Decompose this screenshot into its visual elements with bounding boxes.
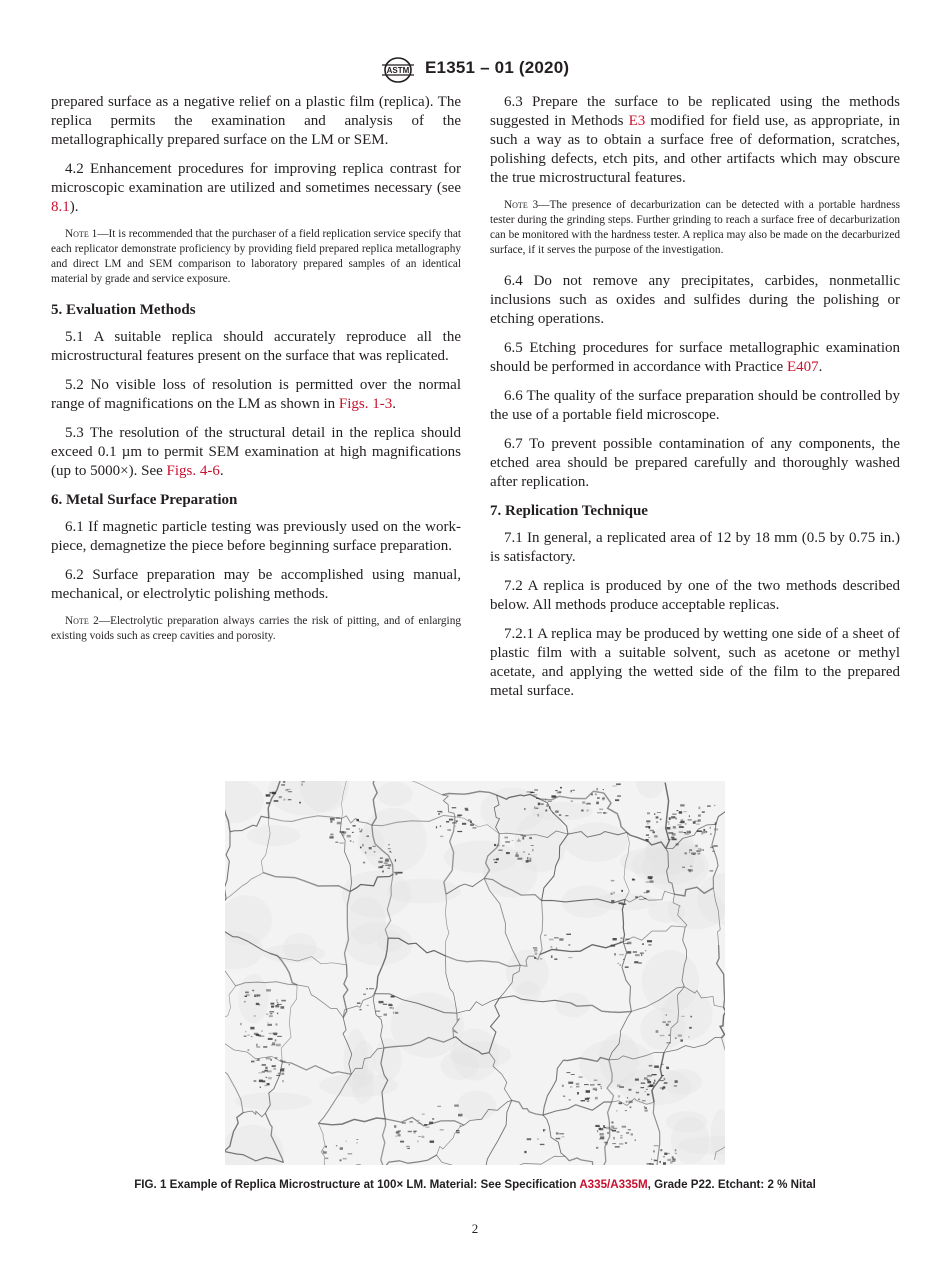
paragraph-text: 6.5 Etching procedures for surface metallographic examination should be performed in accordance with Practice — [490, 340, 900, 375]
section-heading-5: 5. Evaluation Methods — [51, 302, 196, 318]
note-text: 1—It is recommended that the purchaser of a field replication service specify that each replicator demonstrate proficiency by providing field prepared replica metallography and direct LM and SEM comparison to laboratory prepared samples of an identical material by grade and service exposure. — [51, 228, 461, 285]
page-number: 2 — [471, 1221, 479, 1236]
link-e3[interactable]: E3 — [628, 113, 646, 129]
note-3 — [490, 198, 900, 258]
caption-text: FIG. 1 Example of Replica Microstructure at 100× LM. Material: See Specification — [134, 1178, 580, 1191]
note-text: 3—The presence of decarburization can be detected with a portable hardness tester during the grinding steps. Further grinding to reach a surface free of decarburization can be monitored with the hardness tester. A replica may also be made on the decarburized surface, if it serves the purpose of the investigation. — [490, 199, 900, 256]
caption-text: , Grade P22. Etchant: 2 % Nital — [647, 1178, 816, 1191]
paragraph-6-4: 6.4 Do not remove any precipitates, carbides, nonmetallic inclusions such as oxides and sulfides during the polishing or etching operations. — [490, 273, 900, 327]
paragraph-6-7: 6.7 To prevent possible contamination of any components, the etched area should be prepared carefully and thoroughly washed after replication. — [490, 436, 900, 490]
paragraph-text: 6.3 Prepare the surface to be replicated using the methods suggested in Methods — [490, 94, 900, 129]
section-heading-7: 7. Replication Technique — [490, 503, 648, 519]
paragraph-text: modified for field use, as appropriate, in such a way as to obtain a surface free of deformation, scratches, polishing defects, etch pits, and other artifacts which may obscure the true microstructural features. — [490, 113, 901, 186]
paragraph-text: . — [219, 463, 224, 479]
paragraph-7-2-1: 7.2.1 A replica may be produced by wetting one side of a sheet of plastic film with a suitable solvent, such as acetone or methyl acetate, and applying the wetted side of the film to the prepared metal surface. — [490, 626, 900, 699]
left-column — [51, 93, 461, 658]
link-figs-1-3[interactable]: Figs. 1-3 — [338, 396, 393, 412]
paragraph-5-1: 5.1 A suitable replica should accurately reproduce all the microstructural features present on the surface that was replicated. — [51, 329, 461, 364]
astm-logo-icon — [380, 56, 416, 84]
right-column — [490, 93, 900, 711]
link-a335[interactable]: A335/A335M — [579, 1178, 648, 1191]
paragraph-text: 4.2 Enhancement procedures for improving replica contrast for microscopic examination are utilized and sometimes necessary (see — [51, 161, 461, 196]
section-heading-6: 6. Metal Surface Preparation — [51, 492, 238, 508]
note-text: 2—Electrolytic preparation always carries the risk of pitting, and of enlarging existing voids such as creep cavities and porosity. — [51, 615, 461, 642]
paragraph-6-3 — [490, 93, 900, 188]
paragraph-continued: prepared surface as a negative relief on a plastic film (replica). The replica permits the examination and analysis of the metallographically prepared surface on the LM or SEM. — [51, 94, 461, 148]
note-2 — [51, 614, 461, 644]
paragraph-6-5 — [490, 339, 900, 377]
note-label: Note — [65, 228, 89, 240]
paragraph-text: . — [818, 359, 823, 375]
document-id: E1351 – 01 (2020) — [425, 58, 570, 77]
page-header — [0, 56, 950, 86]
paragraph-6-2: 6.2 Surface preparation may be accomplished using manual, mechanical, or electrolytic polishing methods. — [51, 567, 461, 602]
svg-text:ASTM: ASTM — [386, 66, 410, 75]
micrograph-image — [225, 781, 725, 1165]
paragraph-4-2 — [51, 160, 461, 217]
paragraph-7-2: 7.2 A replica is produced by one of the two methods described below. All methods produce acceptable replicas. — [490, 578, 900, 613]
paragraph-text: 5.2 No visible loss of resolution is permitted over the normal range of magnifications on the LM as shown in — [51, 377, 461, 412]
figure-caption — [0, 1178, 950, 1191]
paragraph-text: ). — [69, 199, 79, 215]
link-e407[interactable]: E407 — [786, 359, 819, 375]
micrograph-figure — [225, 781, 725, 1165]
link-8-1[interactable]: 8.1 — [51, 199, 70, 215]
paragraph-5-2 — [51, 376, 461, 414]
note-1 — [51, 227, 461, 287]
paragraph-5-3 — [51, 424, 461, 481]
paragraph-text: . — [392, 396, 396, 412]
note-label: Note — [504, 199, 528, 211]
paragraph-6-1: 6.1 If magnetic particle testing was previously used on the work-piece, demagnetize the piece before beginning surface preparation. — [51, 519, 461, 554]
paragraph-6-6: 6.6 The quality of the surface preparation should be controlled by the use of a portable field microscope. — [490, 388, 900, 423]
link-figs-4-6[interactable]: Figs. 4-6 — [166, 463, 220, 479]
note-label: Note — [65, 615, 89, 627]
paragraph-text: 5.3 The resolution of the structural detail in the replica should exceed 0.1 µm to permit SEM examination at high magnifications (up to 5000×). See — [51, 425, 461, 479]
paragraph-7-1: 7.1 In general, a replicated area of 12 by 18 mm (0.5 by 0.75 in.) is satisfactory. — [490, 530, 900, 565]
